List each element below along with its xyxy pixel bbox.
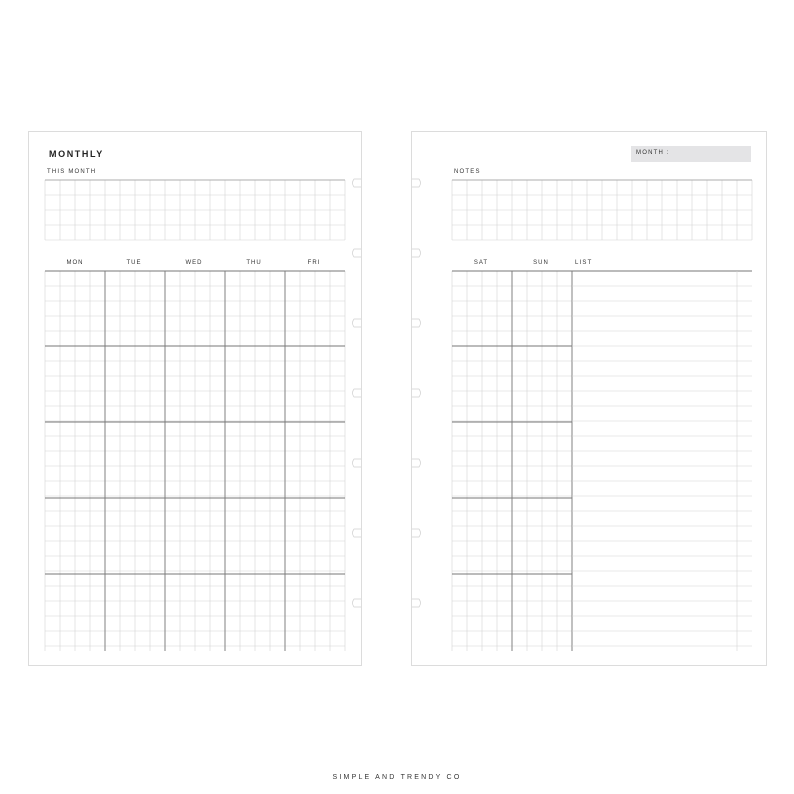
notes-label: NOTES xyxy=(454,169,481,175)
binder-hole-icon xyxy=(412,459,421,467)
binder-hole-icon xyxy=(353,389,362,397)
right-page-grid xyxy=(412,132,766,665)
binder-hole-icon xyxy=(412,389,421,397)
month-field-label: MONTH : xyxy=(636,150,670,156)
binder-hole-icon xyxy=(353,529,362,537)
page-title: MONTHLY xyxy=(49,149,104,159)
binder-hole-icon xyxy=(353,599,362,607)
binder-hole-icon xyxy=(353,319,362,327)
binder-hole-icon xyxy=(412,179,421,187)
binder-hole-icon xyxy=(412,319,421,327)
left-planner-page xyxy=(28,131,362,666)
this-month-label: THIS MONTH xyxy=(47,169,97,175)
binder-hole-icon xyxy=(353,459,362,467)
weekday-wed: WED xyxy=(185,260,203,266)
weekday-sun: SUN xyxy=(533,260,549,266)
right-planner-page xyxy=(411,131,767,666)
binder-hole-icon xyxy=(353,249,362,257)
binder-hole-icon xyxy=(412,599,421,607)
weekday-sat: SAT xyxy=(473,260,489,266)
weekday-fri: FRI xyxy=(307,260,321,266)
weekday-mon: MON xyxy=(66,260,84,266)
weekday-thu: THU xyxy=(246,260,262,266)
month-field[interactable] xyxy=(631,146,751,162)
binder-hole-icon xyxy=(353,179,362,187)
binder-hole-icon xyxy=(412,529,421,537)
binder-hole-icon xyxy=(412,249,421,257)
weekday-tue: TUE xyxy=(126,260,142,266)
brand-footer: SIMPLE AND TRENDY CO xyxy=(332,774,462,781)
left-page-grid xyxy=(29,132,389,665)
list-label: LIST xyxy=(575,260,593,266)
